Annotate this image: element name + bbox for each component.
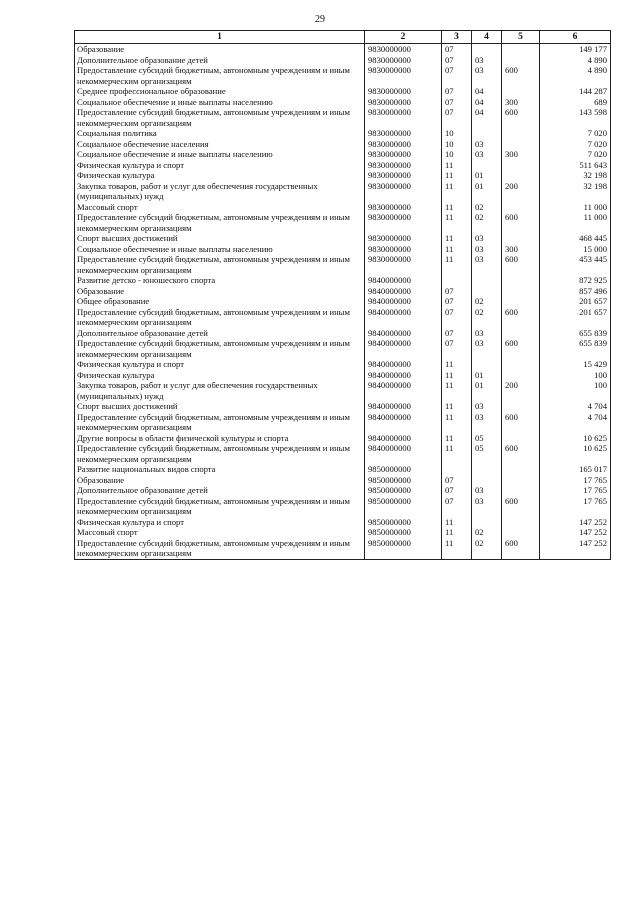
row-target-code: 9830000000 [365, 244, 442, 255]
row-amount: 7 020 [540, 139, 611, 150]
row-subsection [472, 286, 502, 297]
row-section: 07 [442, 86, 472, 97]
row-amount: 100 [540, 370, 611, 381]
row-expense-type: 600 [502, 212, 540, 233]
row-subsection: 03 [472, 149, 502, 160]
row-subsection: 02 [472, 527, 502, 538]
row-name: Среднее профессиональное образование [75, 86, 365, 97]
row-amount: 17 765 [540, 496, 611, 517]
row-section: 07 [442, 55, 472, 66]
row-subsection [472, 275, 502, 286]
table-row [75, 128, 611, 139]
row-target-code: 9830000000 [365, 65, 442, 86]
table-row [75, 65, 611, 86]
row-name: Дополнительное образование детей [75, 55, 365, 66]
row-expense-type [502, 202, 540, 213]
row-section: 07 [442, 107, 472, 128]
row-expense-type [502, 160, 540, 171]
row-section: 11 [442, 202, 472, 213]
table-row [75, 55, 611, 66]
row-target-code: 9850000000 [365, 517, 442, 528]
row-amount: 15 429 [540, 359, 611, 370]
row-section: 07 [442, 338, 472, 359]
row-section: 07 [442, 296, 472, 307]
row-subsection: 03 [472, 254, 502, 275]
row-name: Физическая культура и спорт [75, 359, 365, 370]
row-target-code: 9840000000 [365, 443, 442, 464]
row-name: Предоставление субсидий бюджетным, автономным учреждениям и иным некоммерческим организациям [75, 496, 365, 517]
row-name: Социальная политика [75, 128, 365, 139]
table-row [75, 149, 611, 160]
table-row [75, 307, 611, 328]
table-row [75, 86, 611, 97]
row-name: Общее образование [75, 296, 365, 307]
row-target-code: 9830000000 [365, 139, 442, 150]
row-amount: 453 445 [540, 254, 611, 275]
row-expense-type [502, 401, 540, 412]
row-amount: 147 252 [540, 527, 611, 538]
row-amount: 10 625 [540, 443, 611, 464]
row-expense-type: 600 [502, 412, 540, 433]
row-amount: 655 839 [540, 338, 611, 359]
row-amount: 147 252 [540, 517, 611, 528]
table-row [75, 296, 611, 307]
row-expense-type: 200 [502, 181, 540, 202]
row-target-code: 9830000000 [365, 181, 442, 202]
row-expense-type [502, 328, 540, 339]
row-subsection: 03 [472, 55, 502, 66]
row-amount: 468 445 [540, 233, 611, 244]
table-header-row [75, 31, 611, 44]
row-amount: 4 890 [540, 55, 611, 66]
row-amount: 11 000 [540, 212, 611, 233]
table-row [75, 412, 611, 433]
table-row [75, 527, 611, 538]
row-name: Спорт высших достижений [75, 233, 365, 244]
row-name: Массовый спорт [75, 202, 365, 213]
row-expense-type: 300 [502, 244, 540, 255]
row-target-code: 9850000000 [365, 485, 442, 496]
row-expense-type: 300 [502, 149, 540, 160]
row-amount: 7 020 [540, 149, 611, 160]
row-expense-type [502, 128, 540, 139]
row-target-code: 9830000000 [365, 170, 442, 181]
row-section: 11 [442, 412, 472, 433]
table-row [75, 485, 611, 496]
row-section: 11 [442, 170, 472, 181]
row-name: Предоставление субсидий бюджетным, автономным учреждениям и иным некоммерческим организациям [75, 443, 365, 464]
row-subsection: 03 [472, 139, 502, 150]
row-name: Предоставление субсидий бюджетным, автономным учреждениям и иным некоммерческим организациям [75, 538, 365, 560]
row-subsection: 03 [472, 401, 502, 412]
row-section: 11 [442, 538, 472, 560]
table-row [75, 244, 611, 255]
row-name: Предоставление субсидий бюджетным, автономным учреждениям и иным некоммерческим организациям [75, 254, 365, 275]
budget-table [74, 30, 611, 560]
row-subsection: 04 [472, 107, 502, 128]
row-section: 07 [442, 286, 472, 297]
row-amount: 201 657 [540, 307, 611, 328]
row-amount: 689 [540, 97, 611, 108]
row-section: 11 [442, 233, 472, 244]
row-name: Закупка товаров, работ и услуг для обеспечения государственных (муниципальных) нужд [75, 380, 365, 401]
table-row [75, 443, 611, 464]
row-amount: 32 198 [540, 181, 611, 202]
table-row [75, 380, 611, 401]
table-row [75, 160, 611, 171]
row-target-code: 9840000000 [365, 433, 442, 444]
row-name: Предоставление субсидий бюджетным, автономным учреждениям и иным некоммерческим организациям [75, 65, 365, 86]
row-target-code: 9830000000 [365, 55, 442, 66]
row-expense-type [502, 86, 540, 97]
row-name: Социальное обеспечение и иные выплаты населению [75, 244, 365, 255]
row-amount: 147 252 [540, 538, 611, 560]
row-expense-type [502, 296, 540, 307]
row-name: Образование [75, 475, 365, 486]
row-target-code: 9830000000 [365, 149, 442, 160]
table-row [75, 370, 611, 381]
row-section [442, 464, 472, 475]
row-expense-type [502, 433, 540, 444]
row-expense-type [502, 464, 540, 475]
column-header-3: 3 [442, 31, 472, 44]
row-section: 11 [442, 443, 472, 464]
column-header-4: 4 [472, 31, 502, 44]
row-amount: 4 704 [540, 401, 611, 412]
row-expense-type [502, 475, 540, 486]
row-section: 11 [442, 244, 472, 255]
row-section: 07 [442, 97, 472, 108]
row-target-code: 9840000000 [365, 296, 442, 307]
row-subsection: 02 [472, 296, 502, 307]
row-subsection [472, 128, 502, 139]
row-name: Физическая культура [75, 170, 365, 181]
row-target-code: 9850000000 [365, 538, 442, 560]
row-name: Предоставление субсидий бюджетным, автономным учреждениям и иным некоммерческим организациям [75, 212, 365, 233]
row-subsection: 01 [472, 170, 502, 181]
row-subsection: 01 [472, 181, 502, 202]
row-name: Массовый спорт [75, 527, 365, 538]
row-name: Социальное обеспечение населения [75, 139, 365, 150]
row-expense-type [502, 517, 540, 528]
row-subsection: 02 [472, 307, 502, 328]
row-amount: 165 017 [540, 464, 611, 475]
table-row [75, 107, 611, 128]
row-name: Дополнительное образование детей [75, 328, 365, 339]
row-subsection [472, 44, 502, 55]
row-target-code: 9830000000 [365, 128, 442, 139]
table-row [75, 44, 611, 55]
row-subsection: 03 [472, 338, 502, 359]
row-subsection [472, 475, 502, 486]
row-subsection: 03 [472, 244, 502, 255]
table-row [75, 212, 611, 233]
row-section: 11 [442, 527, 472, 538]
row-amount: 17 765 [540, 485, 611, 496]
row-amount: 143 598 [540, 107, 611, 128]
row-section: 07 [442, 485, 472, 496]
row-target-code: 9840000000 [365, 286, 442, 297]
row-target-code: 9840000000 [365, 359, 442, 370]
row-section: 07 [442, 65, 472, 86]
row-name: Развитие детско - юношеского спорта [75, 275, 365, 286]
row-section: 11 [442, 380, 472, 401]
row-amount: 4 890 [540, 65, 611, 86]
row-expense-type [502, 359, 540, 370]
row-target-code: 9830000000 [365, 160, 442, 171]
row-name: Образование [75, 44, 365, 55]
row-name: Закупка товаров, работ и услуг для обеспечения государственных (муниципальных) нужд [75, 181, 365, 202]
row-expense-type: 600 [502, 496, 540, 517]
table-row [75, 475, 611, 486]
row-section: 07 [442, 307, 472, 328]
row-name: Физическая культура и спорт [75, 517, 365, 528]
row-target-code: 9840000000 [365, 370, 442, 381]
row-amount: 511 643 [540, 160, 611, 171]
row-section: 11 [442, 254, 472, 275]
row-amount: 10 625 [540, 433, 611, 444]
row-subsection: 02 [472, 212, 502, 233]
row-section: 10 [442, 128, 472, 139]
table-row [75, 328, 611, 339]
row-target-code: 9850000000 [365, 475, 442, 486]
row-expense-type: 600 [502, 254, 540, 275]
row-target-code: 9840000000 [365, 338, 442, 359]
row-expense-type: 600 [502, 538, 540, 560]
row-section: 11 [442, 401, 472, 412]
page-number: 29 [315, 14, 325, 25]
column-header-2: 2 [365, 31, 442, 44]
row-name: Спорт высших достижений [75, 401, 365, 412]
table-row [75, 170, 611, 181]
row-amount: 17 765 [540, 475, 611, 486]
row-subsection: 01 [472, 370, 502, 381]
row-name: Предоставление субсидий бюджетным, автономным учреждениям и иным некоммерческим организациям [75, 107, 365, 128]
row-amount: 100 [540, 380, 611, 401]
row-section: 07 [442, 328, 472, 339]
row-target-code: 9830000000 [365, 202, 442, 213]
row-expense-type: 300 [502, 97, 540, 108]
row-amount: 144 287 [540, 86, 611, 97]
row-target-code: 9850000000 [365, 527, 442, 538]
row-target-code: 9840000000 [365, 307, 442, 328]
table-row [75, 275, 611, 286]
row-expense-type [502, 55, 540, 66]
row-name: Социальное обеспечение и иные выплаты населению [75, 97, 365, 108]
row-amount: 7 020 [540, 128, 611, 139]
row-amount: 32 198 [540, 170, 611, 181]
row-section: 11 [442, 181, 472, 202]
row-name: Другие вопросы в области физической культуры и спорта [75, 433, 365, 444]
row-section: 11 [442, 359, 472, 370]
table-row [75, 202, 611, 213]
row-section: 07 [442, 496, 472, 517]
row-name: Физическая культура и спорт [75, 160, 365, 171]
row-expense-type: 600 [502, 307, 540, 328]
row-subsection: 03 [472, 65, 502, 86]
row-subsection: 03 [472, 412, 502, 433]
row-name: Дополнительное образование детей [75, 485, 365, 496]
row-subsection: 03 [472, 328, 502, 339]
row-amount: 857 496 [540, 286, 611, 297]
row-amount: 655 839 [540, 328, 611, 339]
row-expense-type: 600 [502, 443, 540, 464]
row-name: Предоставление субсидий бюджетным, автономным учреждениям и иным некоммерческим организациям [75, 412, 365, 433]
row-amount: 11 000 [540, 202, 611, 213]
row-expense-type [502, 286, 540, 297]
row-subsection: 04 [472, 97, 502, 108]
table-row [75, 496, 611, 517]
row-subsection [472, 517, 502, 528]
row-name: Предоставление субсидий бюджетным, автономным учреждениям и иным некоммерческим организациям [75, 338, 365, 359]
row-subsection: 02 [472, 538, 502, 560]
row-section [442, 275, 472, 286]
table-row [75, 538, 611, 560]
row-target-code: 9830000000 [365, 97, 442, 108]
row-amount: 872 925 [540, 275, 611, 286]
row-section: 11 [442, 160, 472, 171]
row-amount: 4 704 [540, 412, 611, 433]
row-expense-type: 200 [502, 380, 540, 401]
row-section: 11 [442, 517, 472, 528]
row-section: 10 [442, 149, 472, 160]
column-header-5: 5 [502, 31, 540, 44]
table-row [75, 401, 611, 412]
row-name: Предоставление субсидий бюджетным, автономным учреждениям и иным некоммерческим организациям [75, 307, 365, 328]
table-row [75, 338, 611, 359]
row-target-code: 9850000000 [365, 464, 442, 475]
row-expense-type: 600 [502, 65, 540, 86]
row-expense-type [502, 139, 540, 150]
row-section: 11 [442, 433, 472, 444]
row-target-code: 9840000000 [365, 328, 442, 339]
row-subsection: 03 [472, 233, 502, 244]
row-target-code: 9830000000 [365, 233, 442, 244]
table-row [75, 286, 611, 297]
row-subsection: 04 [472, 86, 502, 97]
row-expense-type [502, 170, 540, 181]
row-expense-type [502, 485, 540, 496]
row-subsection: 03 [472, 485, 502, 496]
row-section: 10 [442, 139, 472, 150]
row-target-code: 9840000000 [365, 401, 442, 412]
row-name: Образование [75, 286, 365, 297]
table-row [75, 359, 611, 370]
table-row [75, 181, 611, 202]
row-expense-type [502, 275, 540, 286]
row-subsection [472, 464, 502, 475]
row-subsection [472, 359, 502, 370]
table-row [75, 233, 611, 244]
table-row [75, 433, 611, 444]
row-expense-type: 600 [502, 107, 540, 128]
row-target-code: 9840000000 [365, 412, 442, 433]
row-subsection: 02 [472, 202, 502, 213]
row-target-code: 9830000000 [365, 212, 442, 233]
row-section: 11 [442, 370, 472, 381]
column-header-6: 6 [540, 31, 611, 44]
row-name: Физическая культура [75, 370, 365, 381]
row-target-code: 9830000000 [365, 107, 442, 128]
table-body [75, 44, 611, 560]
row-amount: 15 000 [540, 244, 611, 255]
row-section: 07 [442, 475, 472, 486]
table-row [75, 139, 611, 150]
row-target-code: 9840000000 [365, 275, 442, 286]
row-target-code: 9830000000 [365, 254, 442, 275]
row-subsection: 01 [472, 380, 502, 401]
table-row [75, 464, 611, 475]
table-row [75, 254, 611, 275]
row-expense-type [502, 233, 540, 244]
row-target-code: 9850000000 [365, 496, 442, 517]
row-subsection [472, 160, 502, 171]
row-expense-type [502, 44, 540, 55]
table-row [75, 517, 611, 528]
row-expense-type: 600 [502, 338, 540, 359]
row-target-code: 9840000000 [365, 380, 442, 401]
row-subsection: 05 [472, 443, 502, 464]
table-row [75, 97, 611, 108]
row-target-code: 9830000000 [365, 86, 442, 97]
row-name: Развитие национальных видов спорта [75, 464, 365, 475]
row-subsection: 05 [472, 433, 502, 444]
row-section: 07 [442, 44, 472, 55]
row-target-code: 9830000000 [365, 44, 442, 55]
row-expense-type [502, 527, 540, 538]
row-section: 11 [442, 212, 472, 233]
row-name: Социальное обеспечение и иные выплаты населению [75, 149, 365, 160]
row-expense-type [502, 370, 540, 381]
row-amount: 149 177 [540, 44, 611, 55]
column-header-1: 1 [75, 31, 365, 44]
row-subsection: 03 [472, 496, 502, 517]
row-amount: 201 657 [540, 296, 611, 307]
